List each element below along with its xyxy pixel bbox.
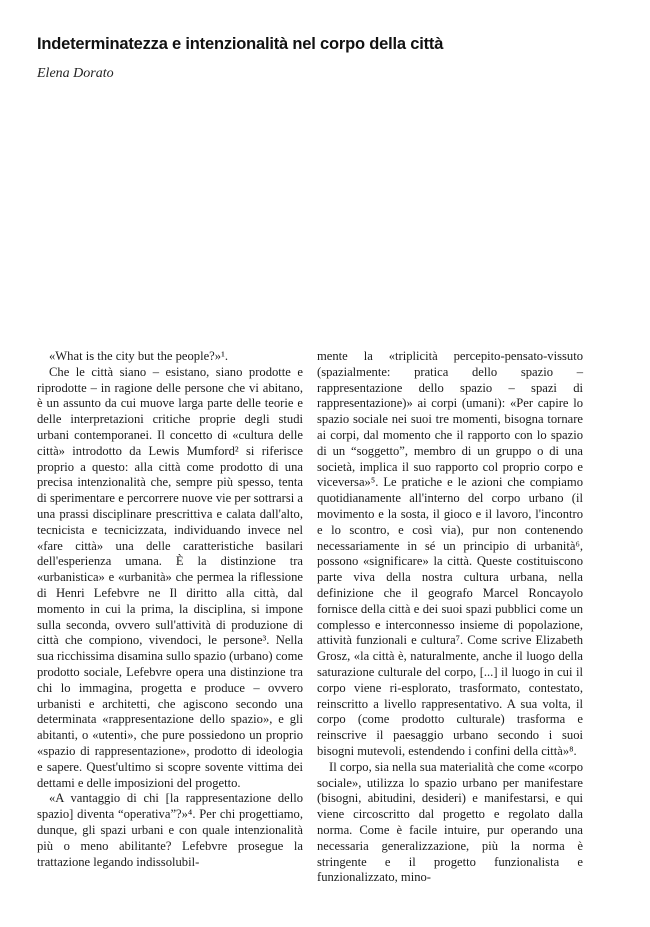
- text-column-right: [317, 349, 583, 886]
- paragraph: Che le città siano – esistano, siano prodotte e riprodotte – in ragione delle persone che vi abitano, è un assunto da cui muove larga parte delle teorie e delle interpretazioni critiche proprie degli studi urbani contemporanei. Il concetto di «cultura delle città» introdotto da Lewis Mumford² si riferisce proprio a questo: alla città come prodotto di una precisa intenzionalità che, sempre più spesso, tenta di sperimentare e percorrere nuove vie per sottrarsi a una prassi disciplinare prescrittiva e calata dall'alto, tecnicista e tecnicizzata, individuando invece nel «fare città» una delle caratteristiche basilari dell'esperienza umana. È la distinzione tra «urbanistica» e «urbanità» che permea la riflessione di Henri Lefebvre ne Il diritto alla città, dal momento in cui la prima, la disciplina, si impone sulla seconda, ovvero sull'attività di produzione di città che compiono, vivendoci, le persone³. Nella sua ricchissima disamina sullo spazio (urbano) come prodotto sociale, Lefebvre opera una distinzione tra chi lo immagina, progetta e produce – ovvero urbanisti e architetti, che agiscono secondo una determinata «rappresentazione dello spazio», e gli abitanti, o «utenti», che pure possiedono un proprio «spazio di rappresentazione», prodotto di ideologia e sapere. Quest'ultimo si scopre sovente vittima dei dettami e delle imposizioni del progetto.: [37, 364, 303, 790]
- paragraph-epigraph: «What is the city but the people?»¹.: [49, 349, 228, 363]
- article-author: Elena Dorato: [37, 66, 114, 81]
- paragraph: «A vantaggio di chi [la rappresentazione dello spazio] diventa “operativa”?»⁴. Per chi progettiamo, dunque, gli spazi urbani e con quale intenzionalità più o meno abilitante? Lefebvre prosegue la trattazione legando indissolubil-: [37, 791, 303, 869]
- text-column-left: [37, 349, 303, 870]
- paragraph: Il corpo, sia nella sua materialità che come «corpo sociale», utilizza lo spazio urbano per manifestare (bisogni, abitudini, desideri) e manifestarsi, e qui viene circoscritto dal progetto e regolato dalla norma. Come è facile intuire, pur operando una necessaria generalizzazione, più la norma è stringente e il progetto funzionalista e funzionalizzato, mino-: [317, 759, 583, 885]
- paragraph-continued: mente la «triplicità percepito-pensato-vissuto (spazialmente: pratica dello spazio – rappresentazione dello spazio – spazi di rappresentazione)» ai corpi (umani): «Per capire lo spazio sociale nei suoi tre momenti, bisogna tornare ai corpi, dal momento che il rapporto con lo spazio di un “soggetto”, membro di un gruppo o di una società, implica il suo rapporto col proprio corpo e viceversa»⁵. Le pratiche e le azioni che compiamo quotidianamente all'interno del corpo urbano (il movimento e la sosta, il gioco e il lavoro, l'incontro e lo scontro, e così via), pur non contenendo necessariamente in sé un principio di urbanità⁶, possono «significare» la città. Queste costituiscono parte viva della nostra cultura urbana, nella definizione che il geografo Marcel Roncayolo fornisce della città e dei suoi spazi pubblici come un complesso e interconnesso insieme di popolazione, attività funzionali e cultura⁷. Come scrive Elizabeth Grosz, «la città è, naturalmente, anche il luogo della saturazione culturale del corpo, [...] il luogo in cui il corpo viene ri-esplorato, trasformato, contestato, reinscritto a livello rappresentativo. A sua volta, il corpo (come prodotto culturale) trasforma e reinscrive il paesaggio urbano secondo i suoi bisogni mutevoli, estendendo i confini della città»⁸.: [317, 349, 583, 758]
- article-title: Indeterminatezza e intenzionalità nel corpo della città: [37, 35, 444, 53]
